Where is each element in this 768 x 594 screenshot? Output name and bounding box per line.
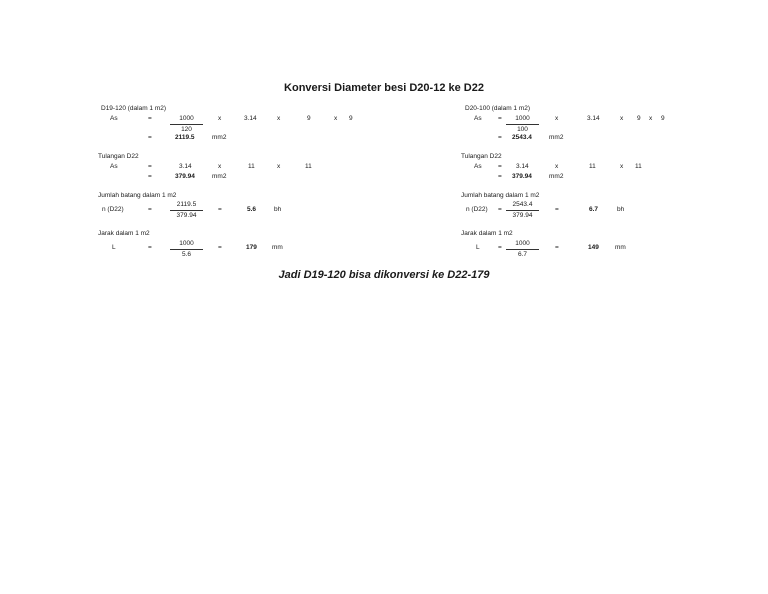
- left-l-eq: =: [148, 244, 152, 251]
- left-as-pi: 3.14: [244, 115, 257, 122]
- right-as-f2: 9: [661, 115, 665, 122]
- left-t-pi: 3.14: [179, 163, 192, 170]
- right-as-unit: mm2: [549, 134, 564, 141]
- left-as-label: As: [110, 115, 118, 122]
- left-l-result: 179: [246, 244, 257, 251]
- right-as-result: 2543.4: [512, 134, 532, 141]
- right-t-eq: =: [498, 163, 502, 170]
- right-n-frac-den: 379.94: [512, 212, 533, 219]
- right-as-frac-den: 100: [517, 126, 528, 133]
- conclusion: Jadi D19-120 bisa dikonversi ke D22-179: [278, 269, 490, 281]
- right-as-f1: 9: [637, 115, 641, 122]
- left-t-result: 379.94: [175, 173, 195, 180]
- left-n-result: 5.6: [247, 206, 257, 213]
- right-jumlah-head: Jumlah batang dalam 1 m2: [461, 192, 540, 199]
- left-as-fraction: [170, 115, 203, 134]
- left-head: D19-120 (dalam 1 m2): [101, 105, 167, 112]
- left-t-as-label: As: [110, 163, 118, 170]
- left-n-eq2: =: [218, 206, 222, 213]
- right-t-result: 379.94: [512, 173, 532, 180]
- left-n-frac-den: 379.94: [176, 212, 197, 219]
- left-as-frac-den: 120: [181, 126, 192, 133]
- left-l-label: L: [112, 244, 116, 251]
- right-t-eq2: =: [498, 173, 502, 180]
- left-jarak-head: Jarak dalam 1 m2: [98, 230, 150, 237]
- right-t-x1: x: [555, 163, 559, 170]
- right-t-unit: mm2: [549, 173, 564, 180]
- left-as-x3: x: [334, 115, 338, 122]
- left-t-unit: mm2: [212, 173, 227, 180]
- left-as-frac-num: 1000: [170, 115, 203, 125]
- left-as-f2: 9: [349, 115, 353, 122]
- left-as-result: 2119.5: [175, 134, 195, 141]
- right-l-frac-den: 6.7: [517, 251, 528, 258]
- left-t-f2: 11: [305, 163, 312, 170]
- right-as-eq: =: [498, 115, 502, 122]
- left-n-frac-num: 2119.5: [170, 201, 203, 211]
- left-tulangan-head: Tulangan D22: [98, 153, 139, 160]
- left-jumlah-head: Jumlah batang dalam 1 m2: [98, 192, 177, 199]
- left-t-eq2: =: [148, 173, 152, 180]
- right-l-fraction: [506, 240, 539, 259]
- right-tulangan-head: Tulangan D22: [461, 153, 502, 160]
- left-as-unit: mm2: [212, 134, 227, 141]
- right-as-fraction: [506, 115, 539, 134]
- right-t-x2: x: [620, 163, 624, 170]
- right-as-x2: x: [620, 115, 624, 122]
- right-n-result: 6.7: [589, 206, 599, 213]
- left-l-frac-num: 1000: [170, 240, 203, 250]
- right-as-pi: 3.14: [587, 115, 600, 122]
- right-l-result: 149: [588, 244, 599, 251]
- left-n-eq: =: [148, 206, 152, 213]
- left-t-eq: =: [148, 163, 152, 170]
- left-l-frac-den: 5.6: [181, 251, 192, 258]
- right-n-label: n (D22): [466, 206, 488, 213]
- right-t-as-label: As: [474, 163, 482, 170]
- left-n-label: n (D22): [102, 206, 124, 213]
- left-l-eq2: =: [218, 244, 222, 251]
- left-l-fraction: [170, 240, 203, 259]
- right-head: D20-100 (dalam 1 m2): [465, 105, 531, 112]
- left-t-x1: x: [218, 163, 222, 170]
- right-n-eq2: =: [555, 206, 559, 213]
- right-t-f1: 11: [589, 163, 596, 170]
- right-as-label: As: [474, 115, 482, 122]
- right-as-x1: x: [555, 115, 559, 122]
- left-as-eq2: =: [148, 134, 152, 141]
- right-as-frac-num: 1000: [506, 115, 539, 125]
- right-l-label: L: [476, 244, 480, 251]
- left-as-x2: x: [277, 115, 281, 122]
- left-n-unit: bh: [274, 206, 282, 213]
- right-n-eq: =: [498, 206, 502, 213]
- right-l-frac-num: 1000: [506, 240, 539, 250]
- left-as-x1: x: [218, 115, 222, 122]
- right-l-eq2: =: [555, 244, 559, 251]
- left-l-unit: mm: [272, 244, 283, 251]
- left-t-x2: x: [277, 163, 281, 170]
- right-as-eq2: =: [498, 134, 502, 141]
- right-as-x3: x: [649, 115, 653, 122]
- right-l-eq: =: [498, 244, 502, 251]
- right-l-unit: mm: [615, 244, 626, 251]
- left-as-eq: =: [148, 115, 152, 122]
- left-as-f1: 9: [307, 115, 311, 122]
- page-title: Konversi Diameter besi D20-12 ke D22: [284, 82, 484, 94]
- left-t-f1: 11: [248, 163, 255, 170]
- right-n-unit: bh: [617, 206, 625, 213]
- right-t-f2: 11: [635, 163, 642, 170]
- right-jarak-head: Jarak dalam 1 m2: [461, 230, 513, 237]
- right-n-frac-num: 2543.4: [506, 201, 539, 211]
- left-n-fraction: [170, 201, 203, 220]
- right-t-pi: 3.14: [516, 163, 529, 170]
- right-n-fraction: [506, 201, 539, 220]
